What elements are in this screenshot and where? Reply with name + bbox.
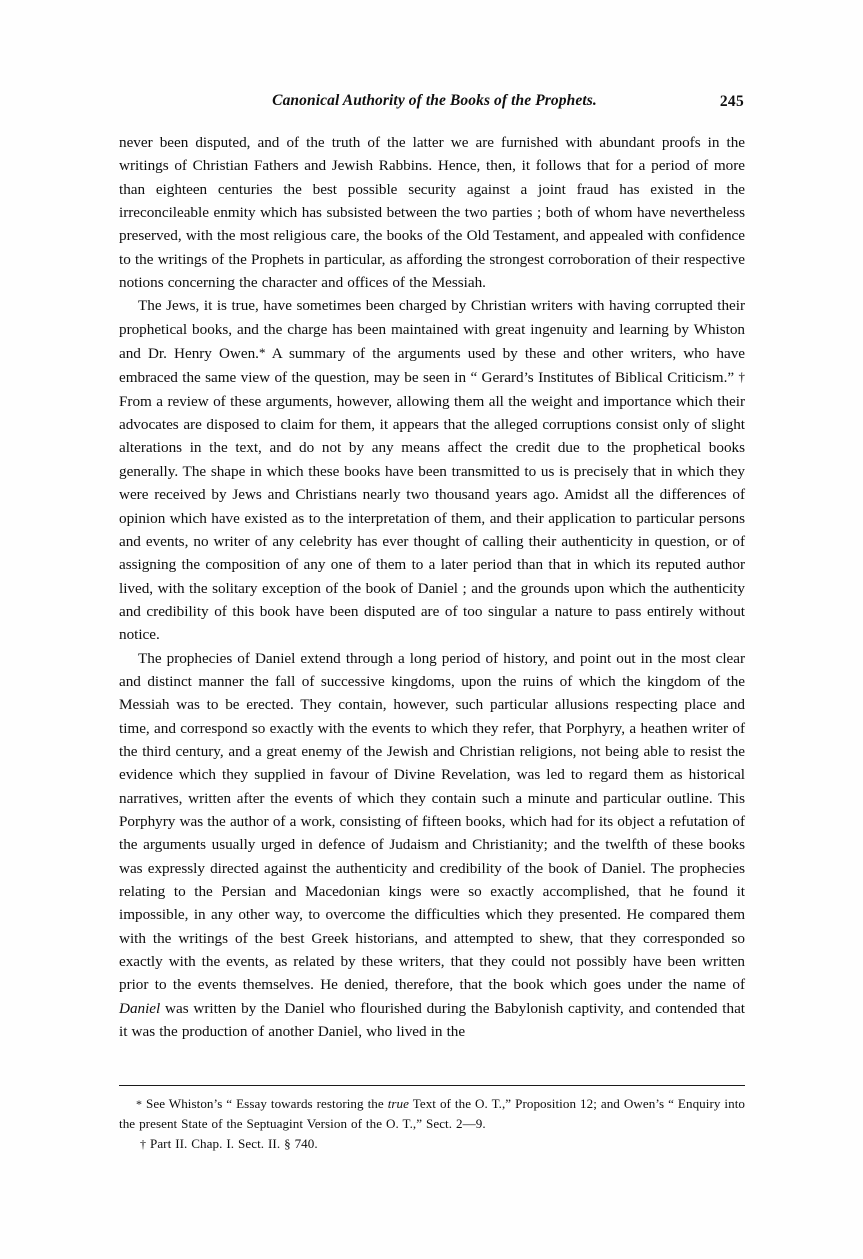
footnote-block: [119, 1094, 745, 1155]
italic-run: Daniel: [119, 999, 161, 1017]
footnote-dagger: † Part II. Chap. I. Sect. II. § 740.: [140, 1136, 318, 1152]
running-head: [119, 92, 744, 114]
footnote-separator-rule: [119, 1085, 745, 1086]
footnote-marker: *: [136, 1097, 143, 1111]
paragraph-2: The Jews, it is true, have sometimes been charged by Christian writers with having corrupted their prophetical books, and the charge has been maintained with great ingenuity and learning by Whiston and Dr. Henry Owen.* A summary of the arguments used by these and other writers, who have embraced the same view of the question, may be seen in “ Gerard’s Institutes of Biblical Criticism.” † From a review of these arguments, however, allowing them all the weight and importance which their advocates are disposed to claim for them, it appears that the alleged corruptions consist only of slight alterations in the text, and do not by any means affect the credit due to the prophetical books generally. The shape in which these books have been transmitted to us is precisely that in which they were received by Jews and Christians nearly two thousand years ago. Amidst all the differences of opinion which have existed as to the interpretation of them, and their application to particular persons and events, no writer of any celebrity has ever thought of calling their authenticity in question, or of assigning the composition of any one of them to a later period than that in which its reputed author lived, with the solitary exception of the book of Daniel ; and the grounds upon which the authenticity and credibility of this book have been disputed are of too singular a nature to pass entirely without notice.: [119, 297, 746, 644]
italic-run: true: [387, 1096, 409, 1111]
paragraph-1: never been disputed, and of the truth of the latter we are furnished with abundant proofs in the writings of Christian Fathers and Jewish Rabbins. Hence, then, it follows that for a period of more than eighteen centuries the best possible security against a joint fraud has existed in the irreconcileable enmity which has subsisted between the two parties ; both of whom have nevertheless preserved, with the most religious care, the books of the Old Testament, and appealed with confidence to the writings of the Prophets in particular, as affording the strongest corroboration of their respective notions concerning the character and offices of the Messiah.: [119, 134, 745, 292]
footnote-marker: †: [140, 1137, 147, 1152]
running-head-title: Canonical Authority of the Books of the Prophets.: [272, 92, 597, 109]
paragraph-3: The prophecies of Daniel extend through a long period of history, and point out in the most clear and distinct manner the fall of successive kingdoms, upon the ruins of which the kingdom of the Messiah was to be erected. They contain, however, such particular allusions respecting place and time, and correspond so exactly with the events to which they refer, that Porphyry, a heathen writer of the third century, and a great enemy of the Jewish and Christian religions, not being able to resist the evidence which they supplied in favour of Divine Revelation, was led to regard them as historical narratives, written after the events of which they contain such a minute and particular outline. This Porphyry was the author of a work, consisting of fifteen books, which had for its object a refutation of the arguments usually urged in defence of Judaism and Christianity; and the twelfth of these books was expressly directed against the authenticity and credibility of the book of Daniel. The prophecies relating to the Persian and Macedonian kings were so exactly accomplished, that he found it impossible, in any other way, to overcome the difficulties which they presented. He compared them with the writings of the best Greek historians, and attempted to shew, that they corresponded so exactly with the events, as related by these writers, that they could not possibly have been written prior to the events themselves. He denied, therefore, that the book which goes under the name of Daniel was written by the Daniel who flourished during the Babylonish captivity, and contended that it was the production of another Daniel, who lived in the: [119, 649, 745, 1041]
footnote-reference-mark: *: [258, 345, 266, 361]
body-text-column: [119, 131, 745, 1043]
page-number: 245: [719, 93, 744, 110]
footnote-reference-mark: †: [738, 369, 745, 385]
footnote-asterisk: * See Whiston’s “ Essay towards restoring the true Text of the O. T.,” Proposition 12; and Owen’s “ Enquiry into the present State of the Septuagint Version of the O. T.,” Sect. 2—9.: [119, 1096, 745, 1132]
